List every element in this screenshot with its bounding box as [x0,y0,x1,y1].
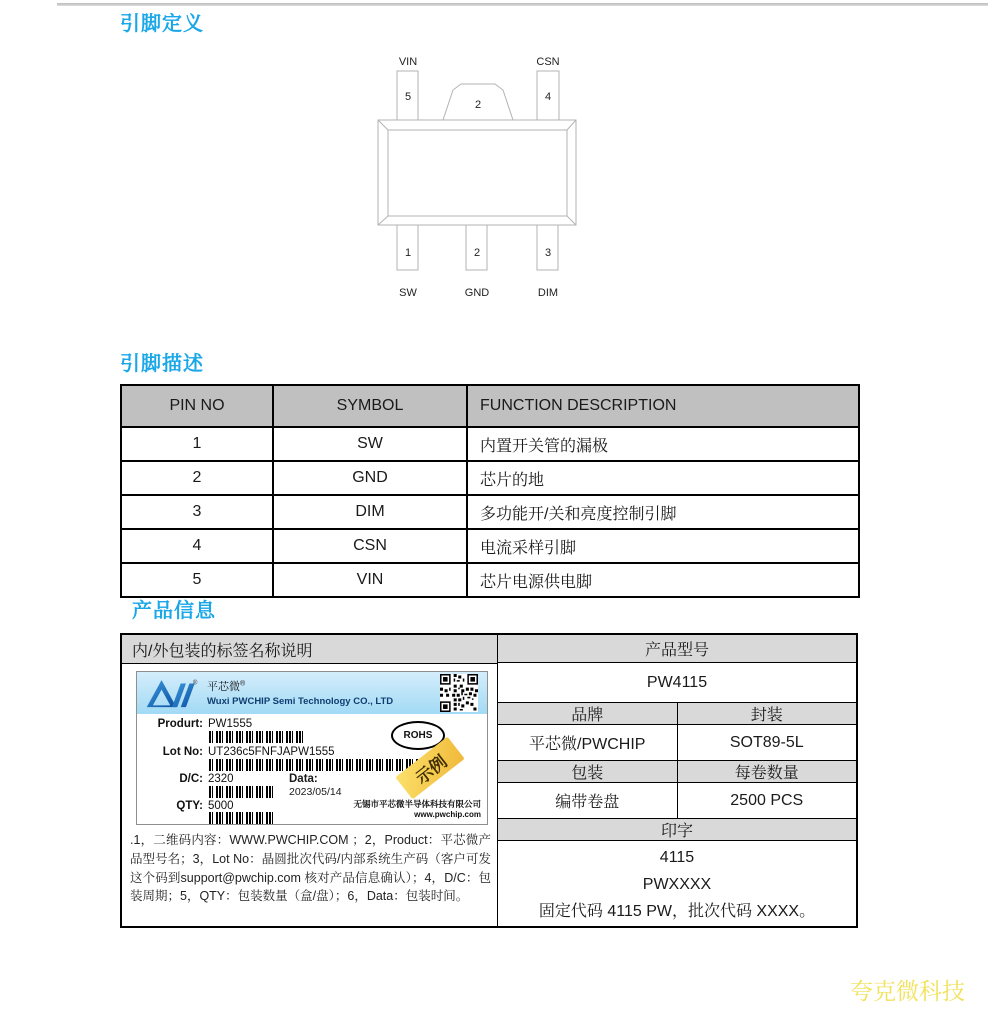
pin-table-header-row [121,385,859,427]
brand-value: 平芯微/PWCHIP [498,725,678,760]
pin-no: 2 [121,461,273,495]
product-info-table [120,633,858,928]
package-value: SOT89-5L [729,733,804,751]
label-dc-row [137,773,234,785]
label-lot-row [137,746,335,758]
brand-name-cn [207,678,393,694]
company-name-en: Wuxi PWCHIP Semi Technology CO., LTD [207,696,394,707]
qr-code [440,674,478,712]
company-website: www.pwchip.com [414,810,481,819]
label-column-header: 内/外包装的标签名称说明 [122,635,497,664]
label-column [122,635,498,926]
marking-block [498,841,856,926]
watermark-text: 夸克微科技 [850,978,965,1004]
pin-symbol: DIM [273,495,467,529]
pin-function: 电流采样引脚 [467,529,859,563]
pin-3-number: 3 [544,247,552,259]
pin-function: 多功能开/关和亮度控制引脚 [467,495,859,529]
section-heading-product-info: 产品信息 [132,600,216,622]
label-qty-row [137,800,234,812]
label-header-band [137,672,487,714]
section-heading-pin-definition: 引脚定义 [120,13,204,35]
pin-name-sw: SW [399,287,417,299]
package-diagram [360,46,600,306]
pin-4-number: 4 [544,91,552,103]
model-header: 产品型号 [498,635,856,663]
qty-key: QTY: [176,800,203,812]
shipping-label [136,671,488,825]
pin-function: 芯片的地 [467,461,859,495]
spec-column [498,635,856,926]
pin-symbol: CSN [273,529,467,563]
pin-table-row [121,563,859,597]
reel-qty-header: 每卷数量 [734,765,799,782]
pin-2-number: 2 [473,247,481,259]
col-header-symbol: SYMBOL [273,385,467,427]
packing-header: 包装 [498,761,678,782]
pin-description-table [120,384,860,598]
logo-reg-mark: ® [192,679,198,687]
qty-value: 5000 [208,800,234,812]
pin-function: 内置开关管的漏极 [467,427,859,461]
label-brand-block [207,678,393,707]
tab-number: 2 [474,99,482,111]
pwchip-logo-icon [145,676,199,712]
marking-line: 4115 [659,849,695,866]
label-column-body [122,664,497,926]
pin-table-row [121,495,859,529]
pin-no: 3 [121,495,273,529]
pin-no: 4 [121,529,273,563]
packing-qty-header-row [498,761,856,783]
dc-barcode [209,786,275,798]
top-divider [57,3,988,6]
qty-barcode [209,812,275,824]
pin-symbol: GND [273,461,467,495]
pin-symbol: VIN [273,563,467,597]
rohs-text: ROHS [403,730,433,741]
section-heading-pin-description: 引脚描述 [120,353,204,375]
product-barcode [209,731,305,743]
pin-5-number: 5 [404,91,412,103]
label-note-text: .1，二维码内容：WWW.PWCHIP.COM ；2，Product：平芯微产品型号名；3，Lot No：晶圆批次代码/内部系统生产码（客户可发这个码到support@pwchip.com 核对产品信息确认）；4，D/C：包装周期；5，QTY：包装数量（盒/盘）；6，Data：包装时间。 [130,833,491,904]
packing-value: 编带卷盘 [498,783,678,818]
brand-reg-mark: ® [240,680,246,688]
pin-function: 芯片电源供电脚 [467,563,859,597]
lot-value: UT236c5FNFJAPW1555 [208,746,335,758]
pin-name-gnd: GND [464,287,490,299]
dc-value: 2320 [208,773,234,785]
pin-name-csn: CSN [536,56,560,68]
pin-name-dim: DIM [537,287,559,299]
pin-no: 5 [121,563,273,597]
pin-no: 1 [121,427,273,461]
lot-key: Lot No: [162,746,203,758]
brand-header: 品牌 [498,703,678,724]
product-key: Produrt: [157,718,203,730]
label-product-row [137,718,252,730]
pin-1-number: 1 [404,247,412,259]
dc-key: D/C: [179,773,203,785]
pin-table-row [121,529,859,563]
sample-stamp: 示例 [395,737,464,800]
product-value: PW1555 [208,718,253,730]
label-company-block [353,798,481,819]
brand-name-text: 平芯微 [207,681,240,693]
brand-package-value-row [498,725,856,761]
marking-header: 印字 [498,819,856,841]
marking-line: 固定代码 4115 PW，批次代码 XXXX。 [538,903,816,920]
date-key: Data: [289,773,318,785]
date-value: 2023/05/14 [289,786,342,798]
packing-qty-value-row [498,783,856,819]
col-header-pin-no: PIN NO [121,385,273,427]
package-header: 封装 [750,707,783,724]
brand-package-header-row [498,703,856,725]
reel-qty-value: 2500 PCS [730,791,804,809]
package-body-inner [388,130,567,216]
col-header-function: FUNCTION DESCRIPTION [467,385,859,427]
company-name-cn: 无锡市平芯微半导体科技有限公司 [353,799,481,809]
pin-name-vin: VIN [398,56,418,68]
pin-table-row [121,427,859,461]
marking-line: PWXXXX [642,876,712,893]
pin-symbol: SW [273,427,467,461]
pin-table-row [121,461,859,495]
model-value: PW4115 [498,663,856,703]
